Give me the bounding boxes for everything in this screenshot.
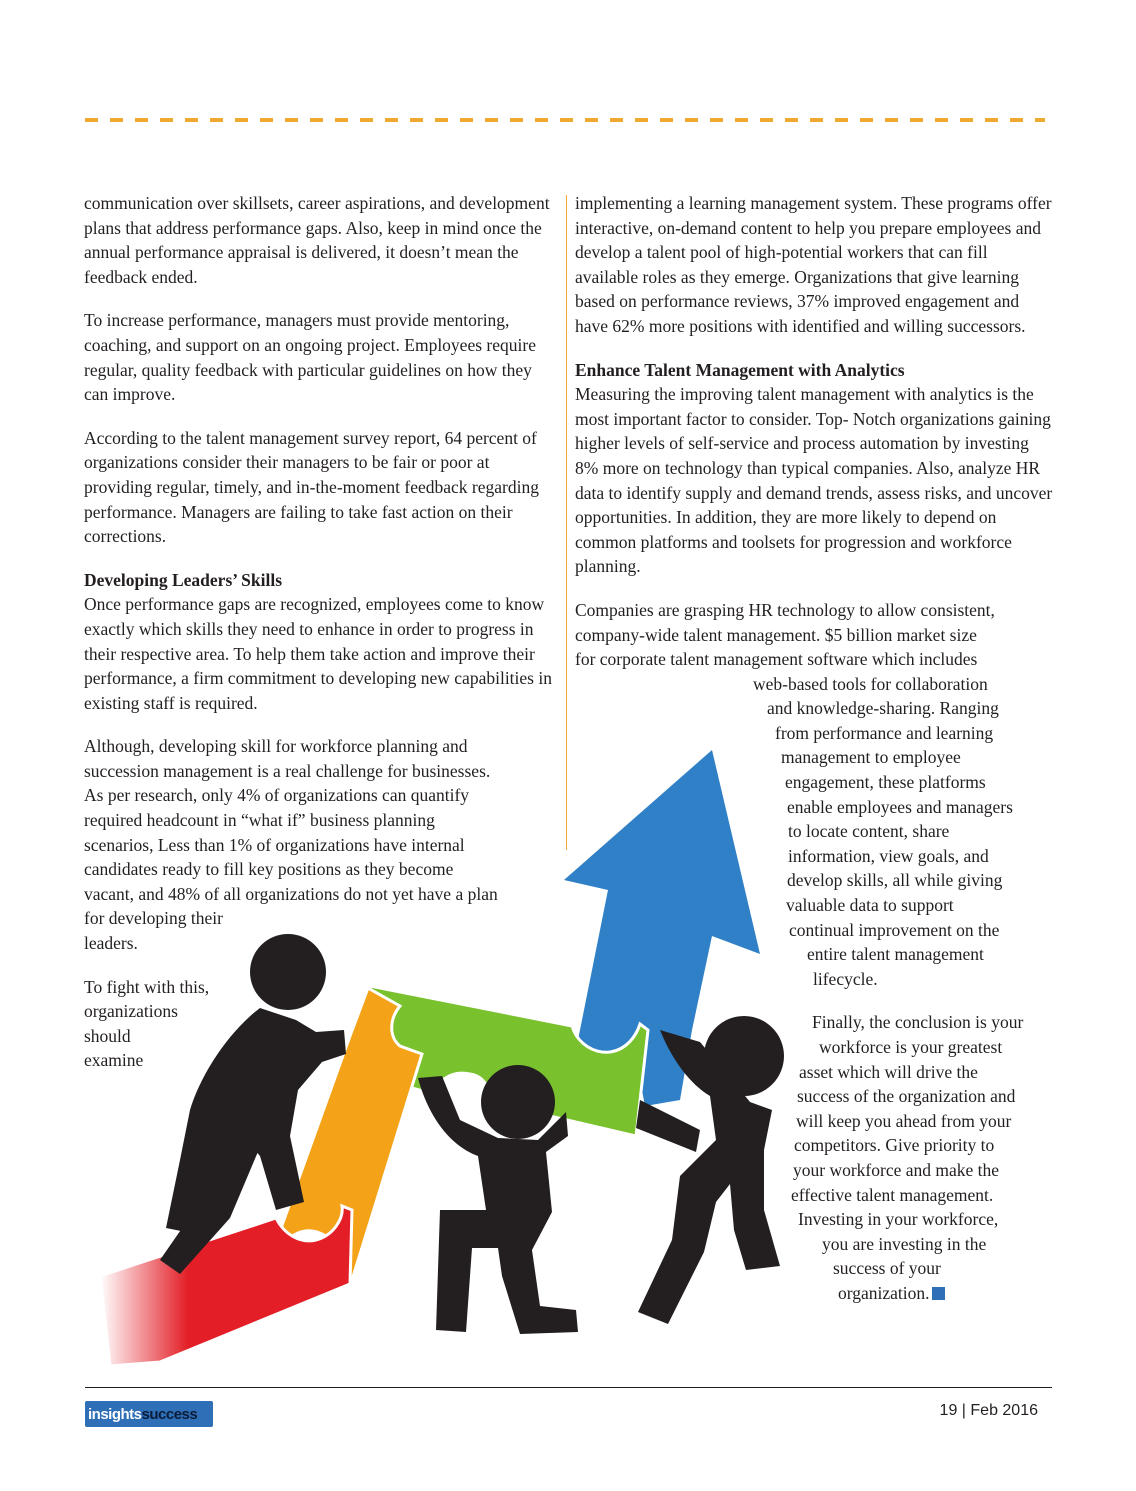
text-line: scenarios, Less than 1% of organizations have internal [84, 834, 465, 855]
insights-success-logo [85, 1401, 213, 1427]
text-line: engagement, these platforms [785, 772, 986, 793]
text-line: valuable data to support [786, 895, 954, 916]
text-line: effective talent management. [791, 1184, 994, 1205]
text-line: organizations [84, 1001, 178, 1022]
text-line: As per research, only 4% of organizations can quantify [84, 785, 470, 806]
text-line: for developing their [84, 908, 223, 929]
text-line: Finally, the conclusion is your [812, 1012, 1024, 1033]
text-line: information, view goals, and [788, 845, 989, 866]
text-line: To fight with this, [84, 976, 210, 997]
footer-rule [85, 1387, 1052, 1388]
left-paragraph-3: According to the talent management survey report, 64 percent of organizations consider their managers to be fair or poor at providing regular, timely, and in-the-moment feedback regarding performance. Managers are failing to take fast action on their corrections. [84, 427, 539, 547]
text-line: entire talent management [807, 944, 984, 965]
logo-text-success: success [141, 1405, 198, 1423]
text-line: for corporate talent management software which includes [575, 649, 978, 670]
end-of-article-icon [932, 1287, 945, 1300]
text-line: required headcount in “what if” business planning [84, 810, 435, 831]
heading-enhance-talent: Enhance Talent Management with Analytics [575, 359, 905, 380]
text-line: you are investing in the [822, 1233, 987, 1254]
text-line: competitors. Give priority to [794, 1135, 995, 1156]
text-line: success of the organization and [797, 1086, 1016, 1107]
text-line: vacant, and 48% of all organizations do not yet have a plan [84, 883, 498, 904]
text-line: candidates ready to fill key positions as they become [84, 859, 454, 880]
text-line: enable employees and managers [787, 796, 1013, 817]
header-dashed-rule [85, 118, 1045, 122]
text-line: Investing in your workforce, [798, 1209, 999, 1230]
text-line: Although, developing skill for workforce planning and [84, 736, 468, 757]
stick-figure-middle-icon [418, 1065, 578, 1334]
text-line: company-wide talent management. $5 billion market size [575, 624, 977, 645]
text-line-part: organization. [838, 1282, 930, 1303]
text-line: leaders. [84, 933, 138, 954]
teamwork-puzzle-illustration [100, 740, 790, 1380]
text-line: asset which will drive the [799, 1061, 978, 1082]
text-line: web-based tools for collaboration [753, 673, 988, 694]
text-line: workforce is your greatest [819, 1037, 1003, 1057]
text-line: from performance and learning [775, 722, 994, 743]
text-line: succession management is a real challenge for businesses. [84, 760, 491, 781]
left-paragraph-2: To increase performance, managers must provide mentoring, coaching, and support on an ongoing project. Employees require regular, quality feedback with particular guidelines on how they can improve. [84, 310, 536, 405]
text-line: lifecycle. [813, 968, 878, 989]
text-line: will keep you ahead from your [796, 1110, 1012, 1131]
text-line: should [84, 1025, 131, 1046]
text-line: examine [84, 1050, 144, 1071]
text-line: continual improvement on the [789, 919, 1000, 940]
right-paragraph-2: Measuring the improving talent management with analytics is the most important factor to consider. Top- Notch organizations gaining higher levels of self-service and process automation by investing 8% more on technology than typical companies. Also, analyze HR data to identify supply and demand trends, assess risks, and uncover opportunities. In addition, they are more likely to depend on common platforms and toolsets for progression and workforce planning. [575, 384, 1053, 577]
text-line: management to employee [781, 747, 961, 768]
right-paragraph-1: implementing a learning management system. These programs offer interactive, on-demand content to help you prepare employees and develop a talent pool of high-potential workers that can fill available roles as they emerge. Organizations that give learning based on performance reviews, 37% improved engagement and have 62% more positions with identified and willing successors. [575, 193, 1052, 336]
left-paragraph-4: Once performance gaps are recognized, employees come to know exactly which skills they need to enhance in order to progress in their respective area. To help them take action and improve their performance, a firm commitment to developing new capabilities in existing staff is required. [84, 594, 552, 713]
text-line-part: success of your [833, 1258, 941, 1279]
text-line: Companies are grasping HR technology to allow consistent, [575, 599, 995, 620]
text-line: and knowledge-sharing. Ranging [767, 698, 999, 719]
logo-text-insights: insights [88, 1405, 142, 1423]
left-paragraph-1: communication over skillsets, career aspirations, and development plans that address performance gaps. Also, keep in mind once the annual performance appraisal is delivered, it doesn’t mean the feedback ended. [84, 193, 550, 287]
text-line: to locate content, share [788, 821, 950, 842]
page-folio: 19 | Feb 2016 [939, 1402, 1038, 1419]
heading-developing-leaders: Developing Leaders’ Skills [84, 569, 283, 590]
text-line: develop skills, all while giving [787, 870, 1003, 891]
text-line: your workforce and make the [793, 1159, 1000, 1180]
